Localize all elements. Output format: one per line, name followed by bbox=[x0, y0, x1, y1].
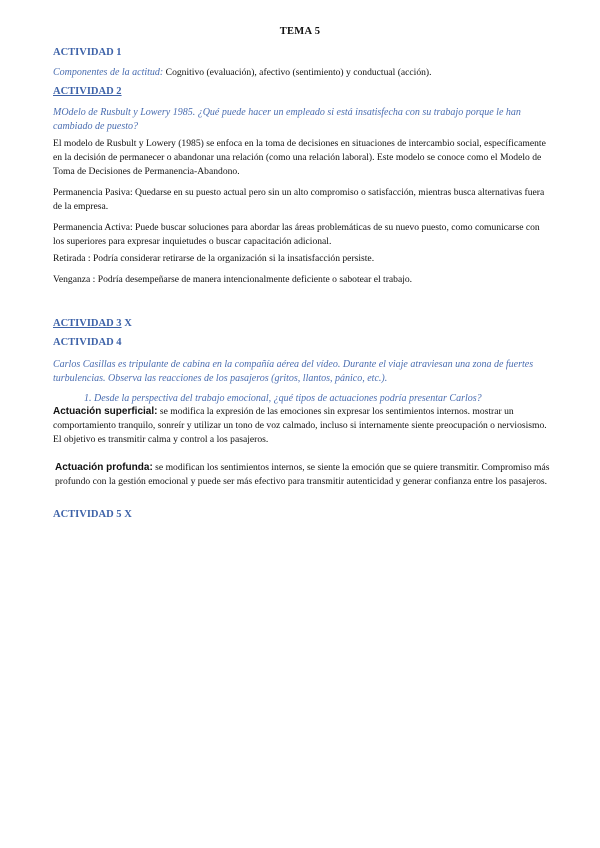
activity-2-paragraph-revenge: Venganza : Podría desempeñarse de manera intencionalmente deficiente o sabotear el trabajo. bbox=[53, 274, 413, 285]
superficial-label: Actuación superficial: bbox=[53, 406, 158, 417]
activity-4-profunda bbox=[55, 461, 550, 489]
activity-1-answer bbox=[53, 66, 553, 80]
activity-4-intro: Carlos Casillas es tripulante de cabina en la compañía aérea del vídeo. Durante el viaje atraviesan una zona de fuertes turbulencias. Observa las reacciones de los pasajeros (gritos, llantos, pánico, etc.). bbox=[53, 359, 534, 384]
activity-1-heading: ACTIVIDAD 1 bbox=[53, 47, 122, 58]
activity-2-heading: ACTIVIDAD 2 bbox=[53, 86, 122, 97]
activity-4-superficial bbox=[53, 405, 553, 447]
activity-5-heading bbox=[53, 509, 132, 520]
activity-2-paragraph-retreat: Retirada : Podría considerar retirarse de la organización si la insatisfacción persiste. bbox=[53, 253, 375, 264]
activity-4-question: 1. Desde la perspectiva del trabajo emocional, ¿qué tipos de actuaciones podría presentar Carlos? bbox=[84, 393, 482, 404]
activity-3-heading bbox=[53, 318, 132, 329]
activity-1-label: Componentes de la actitud: bbox=[53, 67, 164, 78]
activity-5-title: ACTIVIDAD 5 bbox=[53, 509, 122, 520]
page-title: TEMA 5 bbox=[279, 26, 321, 37]
profunda-label: Actuación profunda: bbox=[55, 462, 153, 473]
activity-4-heading: ACTIVIDAD 4 bbox=[53, 337, 122, 348]
activity-2-paragraph-passive: Permanencia Pasiva: Quedarse en su puesto actual pero sin un alto compromiso o satisfacción, mientras busca alternativas fuera de la empresa. bbox=[53, 187, 545, 212]
activity-2-paragraph-model: El modelo de Rusbult y Lowery (1985) se enfoca en la toma de decisiones en situaciones de intercambio social, específicamente en la decisión de permanecer o abandonar una relación (como una relación laboral). Este modelo se conoce como el Modelo de Toma de Decisiones de Permanencia-Abandono. bbox=[53, 138, 546, 177]
activity-2-paragraph-active: Permanencia Activa: Puede buscar soluciones para abordar las áreas problemáticas de su nuevo puesto, como comunicarse con los superiores para expresar inquietudes o buscar capacitación adicional. bbox=[53, 222, 540, 247]
activity-3-mark: X bbox=[121, 318, 132, 329]
activity-2-question: MOdelo de Rusbult y Lowery 1985. ¿Qué puede hacer un empleado si está insatisfecha con su trabajo porque le han cambiado de puesto? bbox=[53, 107, 521, 132]
activity-1-text: Cognitivo (evaluación), afectivo (sentimiento) y conductual (acción). bbox=[163, 67, 432, 78]
superficial-text: se modifica la expresión de las emociones sin expresar los sentimientos internos. mostrar un comportamiento tranquilo, sonreír y utilizar un tono de voz calmado, incluso si internamente siente preocupación o nerviosismo. El objetivo es transmitir calma y control a los pasajeros. bbox=[53, 406, 547, 445]
activity-3-title: ACTIVIDAD 3 bbox=[53, 318, 122, 329]
profunda-text: se modifican los sentimientos internos, se siente la emoción que se quiere transmitir. Compromiso más profundo con la gestión emocional y puede ser más efectivo para transmitir autenticidad y generar confianza entre los pasajeros. bbox=[55, 462, 550, 487]
activity-5-mark: X bbox=[121, 509, 132, 520]
